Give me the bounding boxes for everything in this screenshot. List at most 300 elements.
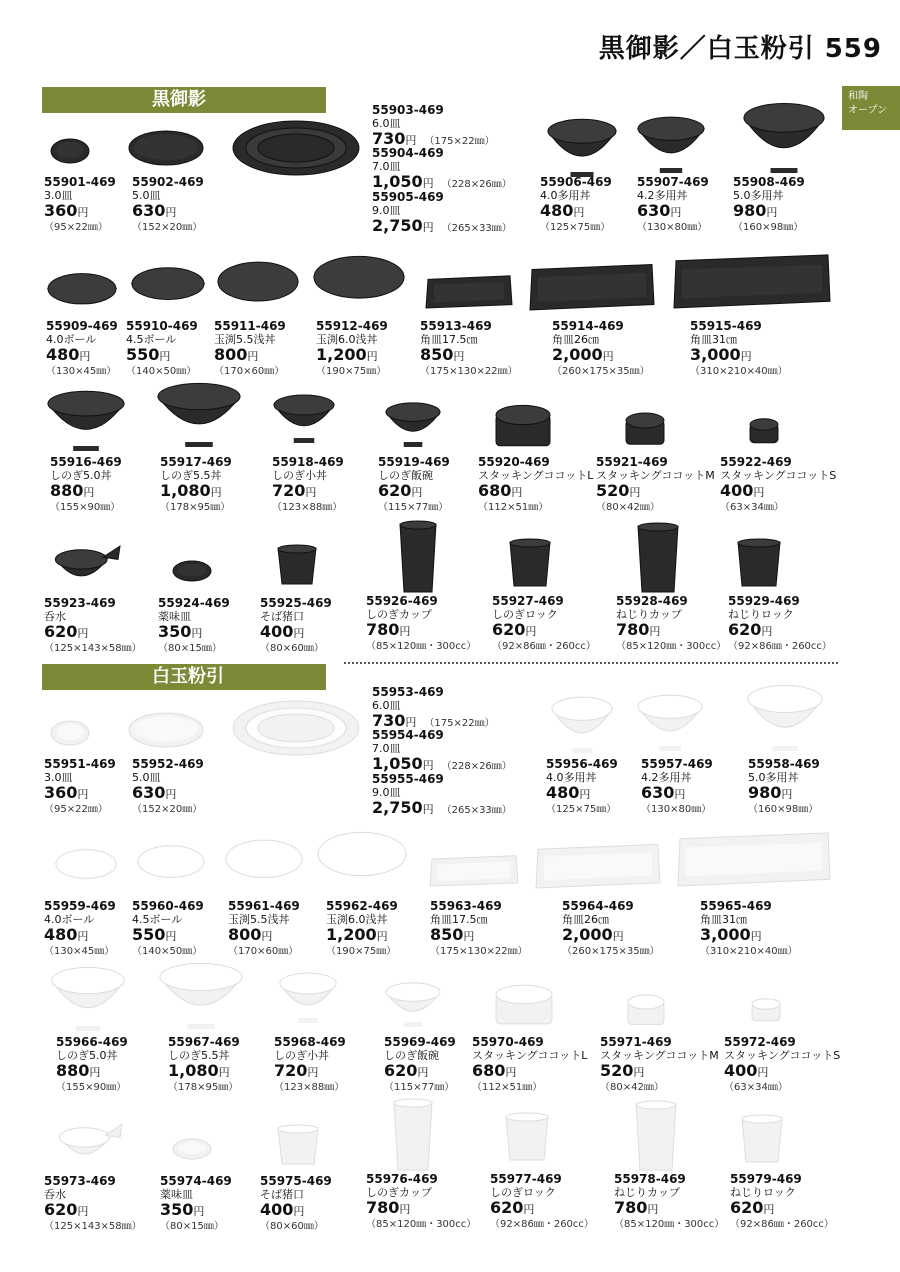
product-price: 480円 <box>46 345 91 364</box>
product-55905-469[interactable] <box>372 191 512 236</box>
product-55918-469[interactable] <box>272 456 344 514</box>
product-size: （63×34㎜） <box>720 502 784 513</box>
product-code: 55902-469 <box>132 175 204 189</box>
price-unit: 円 <box>781 788 793 801</box>
price-row <box>44 926 116 945</box>
product-price: 850円 <box>430 925 475 944</box>
black-ware-image-55919-469 <box>384 402 442 452</box>
price-row <box>44 1201 142 1220</box>
product-code: 55905-469 <box>372 190 444 204</box>
black-ware-image-55925-469 <box>276 544 318 590</box>
price-unit: 円 <box>83 486 95 499</box>
product-55977-469[interactable] <box>490 1173 594 1231</box>
price-unit: 円 <box>77 788 89 801</box>
price-unit: 円 <box>405 716 417 729</box>
product-55958-469[interactable] <box>748 758 820 816</box>
price-unit: 円 <box>511 486 523 499</box>
product-price: 630円 <box>641 783 686 802</box>
black-ware-image-55912-469 <box>312 254 406 316</box>
product-55902-469[interactable] <box>132 176 204 234</box>
white-ware-image-55960-469 <box>136 844 206 892</box>
product-code: 55909-469 <box>46 319 118 333</box>
product-code: 55927-469 <box>492 594 564 608</box>
price-unit: 円 <box>79 350 91 363</box>
price-unit: 円 <box>753 486 765 499</box>
price-row <box>600 1062 719 1081</box>
product-name: 4.2多用丼 <box>637 189 688 202</box>
white-ware-image-55968-469 <box>278 972 338 1028</box>
black-ware-image-55913-469 <box>424 274 514 314</box>
product-code: 55924-469 <box>158 596 230 610</box>
price-unit: 円 <box>422 803 434 816</box>
product-name: しのぎロック <box>490 1186 556 1199</box>
product-name: 6.0皿 <box>372 699 401 712</box>
product-55966-469[interactable] <box>56 1036 128 1094</box>
product-55962-469[interactable] <box>326 900 398 958</box>
price-unit: 円 <box>422 177 434 190</box>
black-ware-image-55916-469 <box>46 390 126 456</box>
product-name: そば猪口 <box>260 610 304 623</box>
price-row <box>160 1201 232 1220</box>
white-ware-image-55975-469 <box>276 1124 320 1170</box>
black-ware-image-55906-469 <box>546 118 618 182</box>
product-price: 3,000円 <box>700 925 762 944</box>
price-unit: 円 <box>422 221 434 234</box>
product-price: 1,050円 <box>372 172 434 191</box>
product-code: 55923-469 <box>44 596 116 610</box>
white-ware-image-55964-469 <box>534 842 662 894</box>
price-row <box>46 346 118 365</box>
product-55911-469[interactable] <box>214 320 286 378</box>
product-code: 55908-469 <box>733 175 805 189</box>
price-unit: 円 <box>633 1066 645 1079</box>
product-name: 玉渕6.0浅丼 <box>316 333 378 346</box>
price-unit: 円 <box>399 625 411 638</box>
product-55907-469[interactable] <box>637 176 709 234</box>
page-title <box>599 28 882 65</box>
page-number: 559 <box>824 34 882 64</box>
product-price: 550円 <box>132 925 177 944</box>
product-55951-469[interactable] <box>44 758 116 816</box>
white-ware-image-55952-469 <box>128 712 204 752</box>
product-code: 55973-469 <box>44 1174 116 1188</box>
product-55975-469[interactable] <box>260 1175 332 1233</box>
price-unit: 円 <box>757 1066 769 1079</box>
product-price: 780円 <box>616 620 661 639</box>
product-name: 4.2多用丼 <box>641 771 692 784</box>
product-55923-469[interactable] <box>44 597 142 655</box>
product-price: 480円 <box>546 783 591 802</box>
product-code: 55914-469 <box>552 319 624 333</box>
product-price: 800円 <box>228 925 273 944</box>
price-unit: 円 <box>89 1066 101 1079</box>
product-55909-469[interactable] <box>46 320 118 378</box>
product-size: （80×42㎜） <box>600 1082 664 1093</box>
price-row <box>326 926 398 945</box>
product-name: 7.0皿 <box>372 742 401 755</box>
product-name: スタッキングココットL <box>472 1049 588 1062</box>
black-ware-image-55909-469 <box>46 272 118 318</box>
black-ware-image-55928-469 <box>636 522 680 598</box>
product-name: しのぎ小丼 <box>274 1049 329 1062</box>
product-size: （260×175×35㎜） <box>552 366 650 377</box>
category-side-tab[interactable] <box>842 86 900 130</box>
product-name: 角皿26㎝ <box>552 333 599 346</box>
price-row <box>158 623 230 642</box>
black-ware-image-55920-469 <box>494 404 552 452</box>
price-row <box>50 482 122 501</box>
product-size: （260×175×35㎜） <box>562 946 660 957</box>
price-unit: 円 <box>750 930 762 943</box>
product-55915-469[interactable] <box>690 320 788 378</box>
black-ware-image-55915-469 <box>672 252 832 314</box>
product-size: （152×20㎜） <box>132 222 203 233</box>
price-row <box>641 784 713 803</box>
section-divider <box>344 662 838 664</box>
price-unit: 円 <box>525 625 537 638</box>
product-name: しのぎカップ <box>366 608 432 621</box>
product-code: 55964-469 <box>562 899 634 913</box>
white-ware-image-55972-469 <box>750 998 782 1026</box>
product-name: ねじりロック <box>730 1186 796 1199</box>
product-55978-469[interactable] <box>614 1173 724 1231</box>
product-price: 630円 <box>132 783 177 802</box>
product-price: 2,000円 <box>552 345 614 364</box>
price-unit: 円 <box>193 1205 205 1218</box>
product-size: （160×98㎜） <box>733 222 804 233</box>
black-ware-image-55902-469 <box>128 130 204 170</box>
product-name: 4.5ボール <box>132 913 183 926</box>
product-55952-469[interactable] <box>132 758 204 816</box>
product-name: 角皿31㎝ <box>690 333 737 346</box>
product-price: 850円 <box>420 345 465 364</box>
product-size: （130×80㎜） <box>637 222 708 233</box>
price-row <box>420 346 518 365</box>
price-unit: 円 <box>77 1205 89 1218</box>
product-55908-469[interactable] <box>733 176 805 234</box>
product-size: （80×15㎜） <box>158 643 222 654</box>
product-code: 55921-469 <box>596 455 668 469</box>
product-name: スタッキングココットS <box>720 469 837 482</box>
product-code: 55956-469 <box>546 757 618 771</box>
product-55910-469[interactable] <box>126 320 198 378</box>
product-price: 550円 <box>126 345 171 364</box>
product-55973-469[interactable] <box>44 1175 142 1233</box>
product-price: 620円 <box>44 622 89 641</box>
price-unit: 円 <box>573 206 585 219</box>
product-55904-469[interactable] <box>372 147 512 192</box>
white-ware-image-55963-469 <box>428 854 520 892</box>
product-55963-469[interactable] <box>430 900 528 958</box>
product-name: ねじりロック <box>728 608 794 621</box>
product-55974-469[interactable] <box>160 1175 232 1233</box>
product-size: （80×15㎜） <box>160 1221 224 1232</box>
product-55970-469[interactable] <box>472 1036 587 1094</box>
product-55959-469[interactable] <box>44 900 116 958</box>
product-code: 55954-469 <box>372 728 444 742</box>
product-code: 55913-469 <box>420 319 492 333</box>
product-code: 55910-469 <box>126 319 198 333</box>
product-code: 55976-469 <box>366 1172 438 1186</box>
product-price: 880円 <box>56 1061 101 1080</box>
price-row <box>546 784 618 803</box>
price-unit: 円 <box>307 1066 319 1079</box>
black-ware-image-55923-469 <box>54 544 122 592</box>
product-size: （130×45㎜） <box>44 946 115 957</box>
price-unit: 円 <box>740 350 752 363</box>
product-name: 玉渕5.5浅丼 <box>228 913 290 926</box>
product-code: 55929-469 <box>728 594 800 608</box>
price-unit: 円 <box>523 1203 535 1216</box>
product-55903-469[interactable] <box>372 104 495 149</box>
white-ware-image-55976-469 <box>392 1098 434 1176</box>
product-55968-469[interactable] <box>274 1036 346 1094</box>
product-size: （175×22㎜） <box>424 718 495 729</box>
product-price: 800円 <box>214 345 259 364</box>
product-name: そば猪口 <box>260 1188 304 1201</box>
product-price: 720円 <box>274 1061 319 1080</box>
product-code: 55965-469 <box>700 899 772 913</box>
price-row <box>132 202 204 221</box>
product-size: （92×86㎜・260cc） <box>490 1219 594 1230</box>
product-name: 5.0多用丼 <box>748 771 799 784</box>
product-code: 55926-469 <box>366 594 438 608</box>
product-code: 55953-469 <box>372 685 444 699</box>
product-price: 620円 <box>378 481 423 500</box>
price-unit: 円 <box>761 625 773 638</box>
price-row <box>214 346 286 365</box>
product-55955-469[interactable] <box>372 773 512 818</box>
product-price: 630円 <box>637 201 682 220</box>
black-ware-image-55921-469 <box>624 412 666 450</box>
price-row <box>160 482 232 501</box>
product-name: 4.0多用丼 <box>540 189 591 202</box>
price-row <box>637 202 709 221</box>
product-code: 55957-469 <box>641 757 713 771</box>
product-size: （170×60㎜） <box>228 946 299 957</box>
product-size: （175×22㎜） <box>424 136 495 147</box>
product-price: 400円 <box>724 1061 769 1080</box>
price-unit: 円 <box>261 930 273 943</box>
product-name: スタッキングココットL <box>478 469 594 482</box>
product-55921-469[interactable] <box>596 456 715 514</box>
price-unit: 円 <box>293 627 305 640</box>
price-unit: 円 <box>191 627 203 640</box>
price-row <box>44 623 142 642</box>
price-row <box>366 621 476 640</box>
product-size: （115×77㎜） <box>378 502 449 513</box>
product-55906-469[interactable] <box>540 176 612 234</box>
black-ware-image-55901-469 <box>50 138 90 168</box>
product-code: 55915-469 <box>690 319 762 333</box>
white-ware-image-55951-469 <box>50 720 90 750</box>
product-code: 55904-469 <box>372 146 444 160</box>
white-ware-image-55962-469 <box>316 830 408 894</box>
page-title-text: 黒御影／白玉粉引 <box>598 34 815 64</box>
product-price: 2,750円 <box>372 216 434 235</box>
product-price: 620円 <box>490 1198 535 1217</box>
product-55953-469[interactable] <box>372 686 495 731</box>
product-price: 680円 <box>472 1061 517 1080</box>
price-unit: 円 <box>366 350 378 363</box>
product-size: （160×98㎜） <box>748 804 819 815</box>
price-unit: 円 <box>612 930 624 943</box>
product-name: しのぎ飯碗 <box>384 1049 439 1062</box>
product-size: （125×75㎜） <box>540 222 611 233</box>
price-row <box>372 799 512 818</box>
price-unit: 円 <box>293 1205 305 1218</box>
product-size: （125×143×58㎜） <box>44 643 142 654</box>
product-name: スタッキングココットM <box>596 469 715 482</box>
price-unit: 円 <box>629 486 641 499</box>
product-55914-469[interactable] <box>552 320 650 378</box>
product-size: （125×75㎜） <box>546 804 617 815</box>
product-55926-469[interactable] <box>366 595 476 653</box>
black-ware-image-55908-469 <box>742 102 826 178</box>
product-55912-469[interactable] <box>316 320 388 378</box>
price-row <box>492 621 596 640</box>
product-55976-469[interactable] <box>366 1173 476 1231</box>
product-code: 55961-469 <box>228 899 300 913</box>
product-55954-469[interactable] <box>372 729 512 774</box>
price-unit: 円 <box>453 350 465 363</box>
black-ware-image-55926-469 <box>398 520 438 598</box>
product-55957-469[interactable] <box>641 758 713 816</box>
product-code: 55967-469 <box>168 1035 240 1049</box>
white-ware-image-55974-469 <box>172 1138 212 1164</box>
product-code: 55975-469 <box>260 1174 332 1188</box>
product-size: （85×120㎜・300cc） <box>616 641 727 652</box>
product-55922-469[interactable] <box>720 456 836 514</box>
product-name: 角皿17.5㎝ <box>420 333 478 346</box>
product-price: 480円 <box>540 201 585 220</box>
black-ware-image-55924-469 <box>172 560 212 586</box>
product-name: 3.0皿 <box>44 771 73 784</box>
product-size: （112×51㎜） <box>472 1082 543 1093</box>
side-tab-line2: オープン <box>848 105 888 116</box>
product-price: 360円 <box>44 783 89 802</box>
price-unit: 円 <box>763 1203 775 1216</box>
product-size: （155×90㎜） <box>50 502 121 513</box>
product-price: 480円 <box>44 925 89 944</box>
product-55920-469[interactable] <box>478 456 593 514</box>
product-55971-469[interactable] <box>600 1036 719 1094</box>
product-size: （175×130×22㎜） <box>430 946 528 957</box>
product-name: 角皿17.5㎝ <box>430 913 488 926</box>
product-name: 9.0皿 <box>372 786 401 799</box>
black-ware-image-55918-469 <box>272 394 336 448</box>
product-price: 720円 <box>272 481 317 500</box>
price-row <box>730 1199 834 1218</box>
product-code: 55963-469 <box>430 899 502 913</box>
product-price: 400円 <box>720 481 765 500</box>
product-55965-469[interactable] <box>700 900 798 958</box>
price-row <box>260 623 332 642</box>
product-55916-469[interactable] <box>50 456 122 514</box>
product-55969-469[interactable] <box>384 1036 456 1094</box>
white-ware-image-55957-469 <box>636 694 704 756</box>
price-row <box>733 202 805 221</box>
product-code: 55919-469 <box>378 455 450 469</box>
price-row <box>552 346 650 365</box>
product-name: 呑水 <box>44 610 66 623</box>
product-code: 55928-469 <box>616 594 688 608</box>
white-ware-image-55966-469 <box>50 966 126 1036</box>
product-name: スタッキングココットS <box>724 1049 841 1062</box>
product-size: （92×86㎜・260cc） <box>730 1219 834 1230</box>
product-55901-469[interactable] <box>44 176 116 234</box>
product-55925-469[interactable] <box>260 597 332 655</box>
product-size: （85×120㎜・300cc） <box>614 1219 725 1230</box>
price-row <box>720 482 836 501</box>
price-unit: 円 <box>77 627 89 640</box>
product-name: 7.0皿 <box>372 160 401 173</box>
product-price: 620円 <box>492 620 537 639</box>
product-name: 3.0皿 <box>44 189 73 202</box>
product-size: （92×86㎜・260cc） <box>728 641 832 652</box>
product-55919-469[interactable] <box>378 456 450 514</box>
product-name: 薬味皿 <box>160 1188 193 1201</box>
product-55928-469[interactable] <box>616 595 726 653</box>
black-ware-image-55917-469 <box>156 382 242 452</box>
product-size: （125×143×58㎜） <box>44 1221 142 1232</box>
price-row <box>228 926 300 945</box>
price-row <box>44 784 116 803</box>
product-name: 4.0ボール <box>44 913 95 926</box>
product-size: （178×95㎜） <box>160 502 231 513</box>
product-55917-469[interactable] <box>160 456 232 514</box>
product-55929-469[interactable] <box>728 595 832 653</box>
product-size: （170×60㎜） <box>214 366 285 377</box>
product-code: 55911-469 <box>214 319 286 333</box>
product-price: 620円 <box>44 1200 89 1219</box>
product-code: 55955-469 <box>372 772 444 786</box>
product-55956-469[interactable] <box>546 758 618 816</box>
product-size: （85×120㎜・300cc） <box>366 641 477 652</box>
product-name: 5.0皿 <box>132 771 161 784</box>
product-code: 55903-469 <box>372 103 444 117</box>
product-55913-469[interactable] <box>420 320 518 378</box>
product-55967-469[interactable] <box>168 1036 240 1094</box>
product-code: 55917-469 <box>160 455 232 469</box>
black-ware-image-55910-469 <box>130 266 206 314</box>
price-row <box>690 346 788 365</box>
product-55924-469[interactable] <box>158 597 230 655</box>
product-55972-469[interactable] <box>724 1036 840 1094</box>
product-size: （130×45㎜） <box>46 366 117 377</box>
product-55964-469[interactable] <box>562 900 660 958</box>
product-55960-469[interactable] <box>132 900 204 958</box>
product-size: （310×210×40㎜） <box>690 366 788 377</box>
product-name: 薬味皿 <box>158 610 191 623</box>
product-55927-469[interactable] <box>492 595 596 653</box>
price-unit: 円 <box>579 788 591 801</box>
price-row <box>366 1199 476 1218</box>
product-code: 55952-469 <box>132 757 204 771</box>
product-code: 55960-469 <box>132 899 204 913</box>
product-size: （63×34㎜） <box>724 1082 788 1093</box>
price-row <box>44 202 116 221</box>
product-55979-469[interactable] <box>730 1173 834 1231</box>
product-code: 55906-469 <box>540 175 612 189</box>
product-size: （95×22㎜） <box>44 804 108 815</box>
price-unit: 円 <box>165 206 177 219</box>
product-code: 55962-469 <box>326 899 398 913</box>
product-55961-469[interactable] <box>228 900 300 958</box>
product-code: 55959-469 <box>44 899 116 913</box>
price-row <box>490 1199 594 1218</box>
white-ware-image-55956-469 <box>550 696 614 758</box>
